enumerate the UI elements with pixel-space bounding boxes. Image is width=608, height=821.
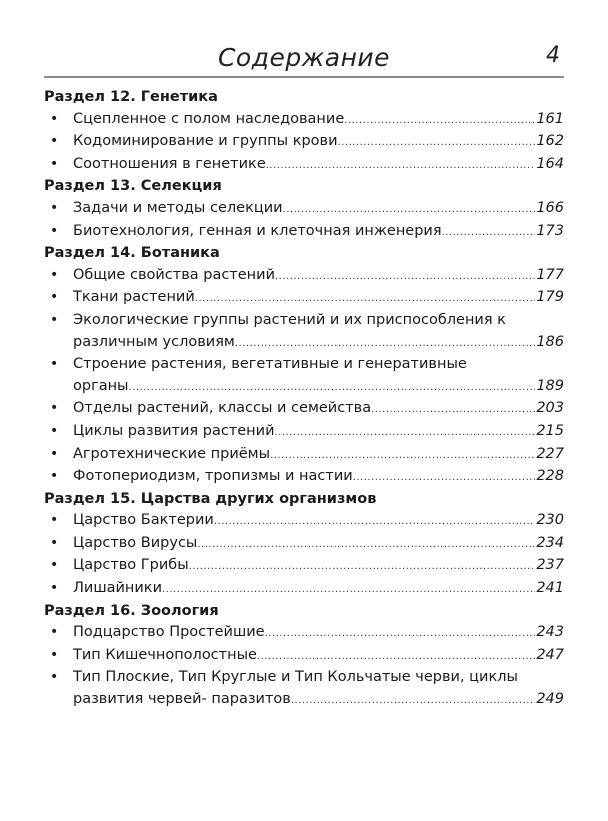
toc-entry[interactable]	[44, 421, 564, 444]
bullet-icon: •	[50, 557, 59, 574]
dot-leader	[257, 646, 535, 668]
bullet-icon: •	[50, 580, 59, 597]
toc-entry[interactable]	[44, 221, 564, 244]
toc-entry[interactable]	[44, 444, 564, 467]
entry-title: Сцепленное с полом наследование	[73, 110, 345, 127]
toc-entry[interactable]	[44, 667, 564, 711]
entry-page-number: 237	[536, 557, 564, 574]
dot-leader	[266, 155, 536, 177]
entry-page-number: 179	[536, 289, 564, 306]
entry-title: Царство Грибы	[73, 557, 189, 574]
entry-page-number: 243	[536, 624, 564, 641]
entry-page-number: 186	[536, 333, 564, 350]
toc-entry[interactable]	[44, 131, 564, 154]
section-heading: Раздел 16. Зоология	[44, 602, 219, 619]
bullet-icon: •	[50, 512, 59, 529]
dot-leader	[283, 199, 536, 221]
bullet-icon: •	[50, 155, 59, 172]
entry-title: Тип Кишечнополостные	[73, 646, 257, 663]
page-number: 4	[546, 43, 560, 68]
toc-entry[interactable]	[44, 109, 564, 132]
section-heading: Раздел 14. Ботаника	[44, 245, 220, 262]
toc-entry[interactable]	[44, 466, 564, 489]
toc-entry[interactable]	[44, 533, 564, 556]
dot-leader	[291, 690, 535, 712]
dot-leader	[275, 266, 535, 288]
section-heading: Раздел 13. Селекция	[44, 178, 222, 195]
bullet-icon: •	[50, 422, 59, 439]
toc-entry[interactable]	[44, 578, 564, 601]
bullet-icon: •	[50, 534, 59, 551]
dot-leader	[235, 333, 535, 355]
dot-leader	[129, 377, 536, 399]
bullet-icon: •	[50, 199, 59, 216]
section-heading: Раздел 15. Царства других организмов	[44, 490, 377, 507]
entry-title: Царство Бактерии	[73, 512, 214, 529]
bullet-icon: •	[50, 669, 59, 686]
entry-page-number: 166	[536, 199, 564, 216]
entry-page-number: 228	[536, 468, 564, 485]
entry-title-line: Тип Плоские, Тип Круглые и Тип Кольчатые черви, циклы	[73, 669, 518, 686]
entry-title: Соотношения в генетике	[73, 155, 266, 172]
bullet-icon: •	[50, 468, 59, 485]
entry-title: органы	[73, 377, 129, 394]
dot-leader	[371, 399, 535, 421]
entry-title: Общие свойства растений	[73, 266, 275, 283]
toc-entry[interactable]	[44, 645, 564, 668]
entry-title: Ткани растений	[73, 289, 195, 306]
bullet-icon: •	[50, 110, 59, 127]
entry-page-number: 215	[536, 422, 564, 439]
entry-title: Циклы развития растений	[73, 422, 275, 439]
page-header	[44, 40, 564, 76]
page-title: Содержание	[217, 43, 391, 72]
header-rule	[44, 76, 564, 78]
entry-page-number: 247	[536, 646, 564, 663]
bullet-icon: •	[50, 624, 59, 641]
entry-title: Подцарство Простейшие	[73, 624, 265, 641]
dot-leader	[197, 534, 535, 556]
entry-title-line: Строение растения, вегетативные и генеративные	[73, 356, 467, 373]
entry-title: Отделы растений, классы и семейства	[73, 400, 372, 417]
dot-leader	[270, 445, 535, 467]
toc-entry[interactable]	[44, 287, 564, 310]
dot-leader	[189, 556, 536, 578]
section-heading: Раздел 12. Генетика	[44, 89, 218, 105]
entry-title: Царство Вирусы	[73, 534, 198, 551]
entry-page-number: 230	[536, 512, 564, 529]
entry-page-number: 203	[536, 400, 564, 417]
toc-entry[interactable]	[44, 198, 564, 221]
bullet-icon: •	[50, 266, 59, 283]
bullet-icon: •	[50, 445, 59, 462]
bullet-icon: •	[50, 356, 59, 373]
entry-title: Задачи и методы селекции	[73, 199, 283, 216]
entry-title: Лишайники	[73, 580, 162, 597]
bullet-icon: •	[50, 289, 59, 306]
toc-entry[interactable]	[44, 398, 564, 421]
toc-entry[interactable]	[44, 510, 564, 533]
entry-page-number: 241	[536, 580, 564, 597]
toc-entry[interactable]	[44, 354, 564, 398]
entry-page-number: 161	[536, 110, 564, 127]
dot-leader	[214, 511, 536, 533]
dot-leader	[353, 467, 536, 489]
toc-entry[interactable]	[44, 265, 564, 288]
toc-entry[interactable]	[44, 154, 564, 177]
dot-leader	[442, 222, 536, 244]
entry-title-line: Экологические группы растений и их приспособления к	[73, 311, 506, 328]
bullet-icon: •	[50, 646, 59, 663]
toc-entry[interactable]	[44, 622, 564, 645]
entry-title: Биотехнология, генная и клеточная инженерия	[73, 222, 442, 239]
dot-leader	[265, 623, 536, 645]
entry-page-number: 162	[536, 133, 564, 150]
dot-leader	[162, 579, 535, 601]
dot-leader	[338, 132, 536, 154]
dot-leader	[344, 110, 535, 132]
bullet-icon: •	[50, 133, 59, 150]
entry-title: Кодоминирование и группы крови	[73, 133, 338, 150]
entry-page-number: 234	[536, 534, 564, 551]
entry-title: развития червей- паразитов	[73, 691, 291, 708]
toc-entry[interactable]	[44, 555, 564, 578]
bullet-icon: •	[50, 222, 59, 239]
entry-page-number: 164	[536, 155, 564, 172]
bullet-icon: •	[50, 311, 59, 328]
dot-leader	[195, 288, 536, 310]
entry-page-number: 189	[536, 377, 564, 394]
toc-entry[interactable]	[44, 310, 564, 354]
entry-title: различным условиям	[73, 333, 235, 350]
entry-page-number: 177	[536, 266, 564, 283]
table-of-contents	[44, 87, 564, 712]
entry-title: Фотопериодизм, тропизмы и настии	[73, 468, 353, 485]
entry-page-number: 249	[536, 691, 564, 708]
entry-title: Агротехнические приёмы	[73, 445, 271, 462]
bullet-icon: •	[50, 400, 59, 417]
dot-leader	[275, 422, 536, 444]
entry-page-number: 173	[536, 222, 564, 239]
entry-page-number: 227	[536, 445, 564, 462]
